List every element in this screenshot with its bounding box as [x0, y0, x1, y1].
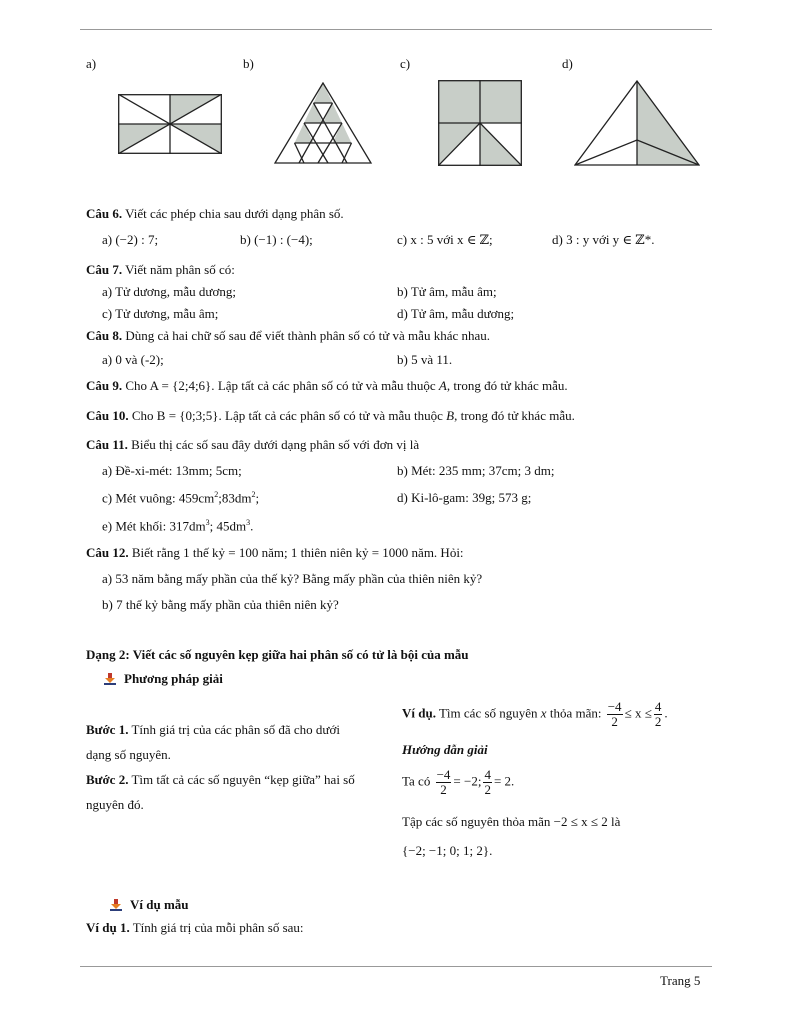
vd-text2: thỏa mãn:: [549, 705, 602, 721]
cau11-c-v1: 459cm: [178, 490, 215, 506]
cau10-set: B = {0;3;5}.: [156, 408, 222, 423]
cau11-e-label: e) Mét khối:: [102, 518, 167, 534]
cau9-post: , trong đó tử khác mẫu.: [446, 378, 568, 393]
cau10-pre: Cho: [131, 408, 154, 423]
taco-frac2-num: 4: [484, 767, 491, 782]
cau7-c: c) Tử dương, mẫu âm;: [102, 306, 219, 321]
taco-frac1: [436, 768, 452, 797]
taco-frac2: [483, 768, 492, 797]
vidumau-title: Ví dụ mẫu: [130, 897, 189, 912]
cau7-title: Câu 7.: [86, 262, 123, 277]
cau10-title: Câu 10.: [86, 408, 129, 423]
cau9-text: Lập tất cả các phân số có tử và mẫu thuộc: [217, 378, 436, 393]
buoc1-line1: [86, 722, 340, 738]
cau8-text: Dùng cả hai chữ số sau để viết thành phân số có tử và mẫu khác nhau.: [125, 328, 491, 343]
cau12-a: a) 53 năm bằng mấy phần của thế kỷ? Bằng mấy phần của thiên niên kỷ?: [102, 571, 483, 586]
arrow-down-bullet-icon: [104, 673, 116, 685]
cau11-c-end: ;: [255, 490, 260, 506]
cau8-question: [86, 328, 490, 344]
vd-frac2-den: 2: [654, 714, 662, 729]
cau11-c-label: c) Mét vuông:: [102, 490, 176, 506]
cau12-text: Biết rằng 1 thế kỷ = 100 năm; 1 thiên niên kỷ = 1000 năm. Hỏi:: [131, 545, 464, 560]
buoc1-title: Bước 1.: [86, 722, 129, 737]
dang2-title: Dạng 2: Viết các số nguyên kẹp giữa hai phân số có tử là bội của mẫu: [86, 647, 469, 662]
cau6-question: [86, 206, 344, 222]
cau11-title: Câu 11.: [86, 437, 128, 452]
vd1-text: Tính giá trị của mỗi phân số sau:: [132, 920, 304, 935]
cau11-c-exp1: 2: [214, 490, 219, 499]
tap-line1: Tập các số nguyên thỏa mãn −2 ≤ x ≤ 2 là: [402, 814, 621, 829]
figure-d-triangle: [574, 80, 700, 166]
cau8-a: a) 0 và (-2);: [102, 352, 164, 367]
dang2-method: [104, 671, 223, 687]
figure-label-b: b): [243, 56, 254, 71]
cau11-c-exp2: 2: [251, 490, 256, 499]
vd-frac2: [654, 700, 663, 729]
vd-text: Tìm các số nguyên: [438, 705, 538, 721]
cau12-question: [86, 545, 464, 561]
arrow-down-bullet-icon: [110, 899, 122, 911]
page-number: Trang 5: [660, 973, 701, 988]
vd-line: [402, 700, 668, 729]
cau9-var: A: [438, 378, 447, 393]
cau10-text: Lập tất cả các phân số có tử và mẫu thuộc: [225, 408, 443, 423]
cau11-c-v2: ;83dm: [218, 490, 252, 506]
cau9-question: [86, 378, 568, 394]
cau7-d: d) Tử âm, mẫu dương;: [397, 306, 515, 321]
cau6-title: Câu 6.: [86, 206, 123, 221]
hdg-heading: Hướng dẫn giải: [402, 742, 488, 757]
figure-label-c: c): [400, 56, 411, 71]
figure-b-triangle: [270, 82, 376, 164]
cau11-e-exp2: 3: [246, 518, 251, 527]
taco-frac1-num: −4: [436, 767, 451, 782]
cau12-title: Câu 12.: [86, 545, 129, 560]
cau7-text: Viết năm phân số có:: [125, 262, 235, 277]
cau6-b: b) (−1) : (−4);: [240, 232, 313, 247]
vd-title: Ví dụ.: [402, 705, 436, 721]
cau7-b: b) Tử âm, mẫu âm;: [397, 284, 497, 299]
vd-frac1: [607, 700, 623, 729]
cau11-c: [102, 490, 259, 506]
vidumau-heading: [110, 897, 189, 913]
cau6-text: Viết các phép chia sau dưới dạng phân số.: [125, 206, 344, 221]
taco-mid: = −2;: [453, 773, 482, 789]
cau8-title: Câu 8.: [86, 328, 123, 343]
buoc1-text1: Tính giá trị của các phân số đã cho dưới: [131, 722, 340, 737]
tap-line2: {−2; −1; 0; 1; 2}.: [402, 843, 493, 858]
taco-line: [402, 768, 514, 797]
figure-label-a: a): [86, 56, 97, 71]
figure-label-d: d): [562, 56, 573, 71]
buoc2-text1: Tìm tất cả các số nguyên “kẹp giữa” hai số: [131, 772, 355, 787]
cau11-d: d) Ki-lô-gam: 39g; 573 g;: [397, 490, 532, 505]
taco-end: = 2.: [493, 773, 515, 789]
vd-frac1-den: 2: [611, 714, 618, 729]
cau10-var: B: [446, 408, 455, 423]
vd-frac1-num: −4: [607, 699, 622, 714]
vd-end: .: [664, 705, 668, 721]
vd1-title: Ví dụ 1.: [86, 920, 130, 935]
cau10-question: [86, 408, 575, 424]
footer-rule: [80, 966, 712, 967]
cau11-a: a) Đề-xi-mét: 13mm; 5cm;: [102, 463, 242, 478]
cau10-post: , trong đó tử khác mẫu.: [454, 408, 575, 423]
vd1-line: [86, 920, 304, 936]
header-rule: [80, 29, 712, 30]
cau9-set: A = {2;4;6}.: [149, 378, 215, 393]
figure-c-square: [438, 80, 522, 166]
cau11-e-exp1: 3: [205, 518, 210, 527]
cau11-question: [86, 437, 419, 453]
buoc2-line2: nguyên đó.: [86, 797, 144, 812]
dang2-method-text: Phương pháp giải: [124, 671, 223, 686]
taco-frac2-den: 2: [484, 782, 491, 797]
cau6-c: c) x : 5 với x ∈ ℤ;: [397, 232, 493, 247]
cau6-d: d) 3 : y với y ∈ ℤ*.: [552, 232, 655, 247]
cau9-title: Câu 9.: [86, 378, 123, 393]
cau7-a: a) Tử dương, mẫu dương;: [102, 284, 236, 299]
cau9-pre: Cho: [125, 378, 148, 393]
cau11-e-end: .: [250, 518, 254, 534]
cau6-a: a) (−2) : 7;: [102, 232, 159, 247]
cau8-b: b) 5 và 11.: [397, 352, 453, 367]
cau11-e: [102, 518, 253, 534]
buoc1-line2: dạng số nguyên.: [86, 747, 171, 762]
buoc2-line1: [86, 772, 355, 788]
taco-frac1-den: 2: [440, 782, 447, 797]
cau11-e-v1: 317dm: [169, 518, 206, 534]
vd-mid: ≤ x ≤: [624, 705, 652, 721]
cau7-question: [86, 262, 235, 278]
cau11-text: Biểu thị các số sau đây dưới dạng phân số với đơn vị là: [131, 437, 420, 452]
buoc2-title: Bước 2.: [86, 772, 129, 787]
vd-var: x: [540, 705, 547, 721]
cau11-b: b) Mét: 235 mm; 37cm; 3 dm;: [397, 463, 555, 478]
figure-a-rectangle: [118, 94, 222, 154]
cau11-e-v2: ; 45dm: [209, 518, 247, 534]
cau12-b: b) 7 thế kỷ bằng mấy phần của thiên niên kỷ?: [102, 597, 339, 612]
vd-frac2-num: 4: [654, 699, 662, 714]
taco-label: Ta có: [402, 773, 431, 789]
